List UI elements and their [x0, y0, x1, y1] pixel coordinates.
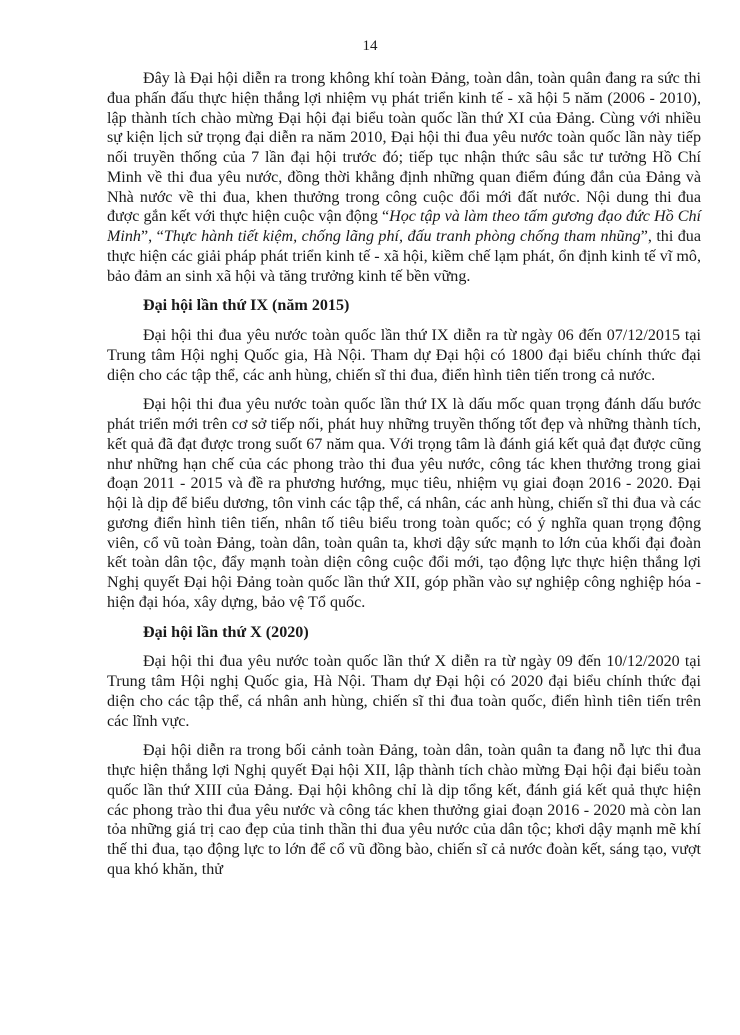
document-body	[107, 69, 701, 890]
paragraph-ix-overview: Đại hội thi đua yêu nước toàn quốc lần thứ IX diễn ra từ ngày 06 đến 07/12/2015 tại Trung tâm Hội nghị Quốc gia, Hà Nội. Tham dự Đại hội có 1800 đại biểu chính thức đại diện cho các tập thể, các anh hùng, chiến sĩ thi đua, điển hình tiên tiến trong cả nước.	[107, 327, 701, 384]
campaign-quote-2: Thực hành tiết kiệm, chống lãng phí, đấu tranh phòng chống tham nhũng	[163, 228, 641, 245]
paragraph-ix-significance: Đại hội thi đua yêu nước toàn quốc lần thứ IX là dấu mốc quan trọng đánh dấu bước phát triển mới trên cơ sở tiếp nối, phát huy những truyền thống tốt đẹp và những thành tích, kết quả đã đạt được trong suốt 67 năm qua. Với trọng tâm là đánh giá kết quả đạt được cũng như những hạn chế của các phong trào thi đua yêu nước, công tác khen thưởng trong giai đoạn 2011 - 2015 và đề ra phương hướng, mục tiêu, nhiệm vụ giai đoạn 2016 - 2020. Đại hội là dịp để biểu dương, tôn vinh các tập thể, cá nhân, các anh hùng, chiến sĩ thi đua và các gương điển hình tiên tiến, nhân tố tiêu biểu trong toàn quốc; có ý nghĩa quan trọng động viên, cổ vũ toàn Đảng, toàn dân, toàn quân ta, khơi dậy sức mạnh to lớn của khối đại đoàn kết toàn dân tộc, đẩy mạnh toàn diện công cuộc đổi mới, tạo động lực thực hiện thắng lợi Nghị quyết Đại hội Đảng toàn quốc lần thứ XII, góp phần vào sự nghiệp công nghiệp hóa - hiện đại hóa, xây dựng, bảo vệ Tổ quốc.	[107, 396, 701, 611]
page-number: 14	[362, 38, 378, 54]
paragraph-intro-text-c: ”, thi đua thực hiện các giải pháp phát triển kinh tế - xã hội, kiềm chế lạm phát, ổn định kinh tế vĩ mô, bảo đảm an sinh xã hội và tăng trưởng kinh tế bền vững.	[107, 228, 701, 285]
paragraph-intro-text-b: ”, “	[140, 228, 164, 245]
paragraph-x-context: Đại hội diễn ra trong bối cảnh toàn Đảng, toàn dân, toàn quân ta đang nỗ lực thi đua thực hiện thắng lợi Nghị quyết Đại hội XII, lập thành tích chào mừng Đại hội đại biểu toàn quốc lần thứ XIII của Đảng. Đại hội không chỉ là dịp tổng kết, đánh giá kết quả thực hiện các phong trào thi đua yêu nước và công tác khen thưởng giai đoạn 2016 - 2020 mà còn lan tỏa những giá trị cao đẹp của tinh thần thi đua yêu nước của dân tộc; khơi dậy mạnh mẽ khí thế thi đua, tạo động lực to lớn để cổ vũ đồng bào, chiến sĩ cả nước đoàn kết, sáng tạo, vượt qua khó khăn, thử	[107, 742, 701, 878]
campaign-quote-1: Học tập và làm theo tấm gương đạo đức Hồ Chí Minh	[107, 208, 701, 245]
paragraph-intro	[107, 69, 701, 286]
section-heading-ix: Đại hội lần thứ IX (năm 2015)	[143, 297, 350, 315]
section-heading-x: Đại hội lần thứ X (2020)	[143, 623, 309, 641]
paragraph-intro-text-a: Đây là Đại hội diễn ra trong không khí toàn Đảng, toàn dân, toàn quân đang ra sức thi đua phấn đấu thực hiện thắng lợi nhiệm vụ phát triển kinh tế - xã hội 5 năm (2006 - 2010), lập thành tích chào mừng Đại hội đại biểu toàn quốc lần thứ XI của Đảng. Cùng với nhiều sự kiện lịch sử trọng đại diễn ra năm 2010, Đại hội thi đua yêu nước toàn quốc lần này tiếp nối truyền thống của 7 lần đại hội trước đó; tiếp tục nhận thức sâu sắc tư tưởng Hồ Chí Minh về thi đua yêu nước, đồng thời khẳng định những quan điểm đúng đắn của Đảng và Nhà nước về thi đua, khen thưởng trong công cuộc đổi mới đất nước. Nội dung thi đua được gắn kết với thực hiện cuộc vận động “	[107, 70, 701, 226]
paragraph-x-overview: Đại hội thi đua yêu nước toàn quốc lần thứ X diễn ra từ ngày 09 đến 10/12/2020 tại Trung tâm Hội nghị Quốc gia, Hà Nội. Tham dự Đại hội có 2020 đại biểu chính thức đại diện cho các tập thể, cá nhân anh hùng, chiến sĩ thi đua toàn quốc, điển hình tiên tiến trên các lĩnh vực.	[107, 653, 701, 730]
